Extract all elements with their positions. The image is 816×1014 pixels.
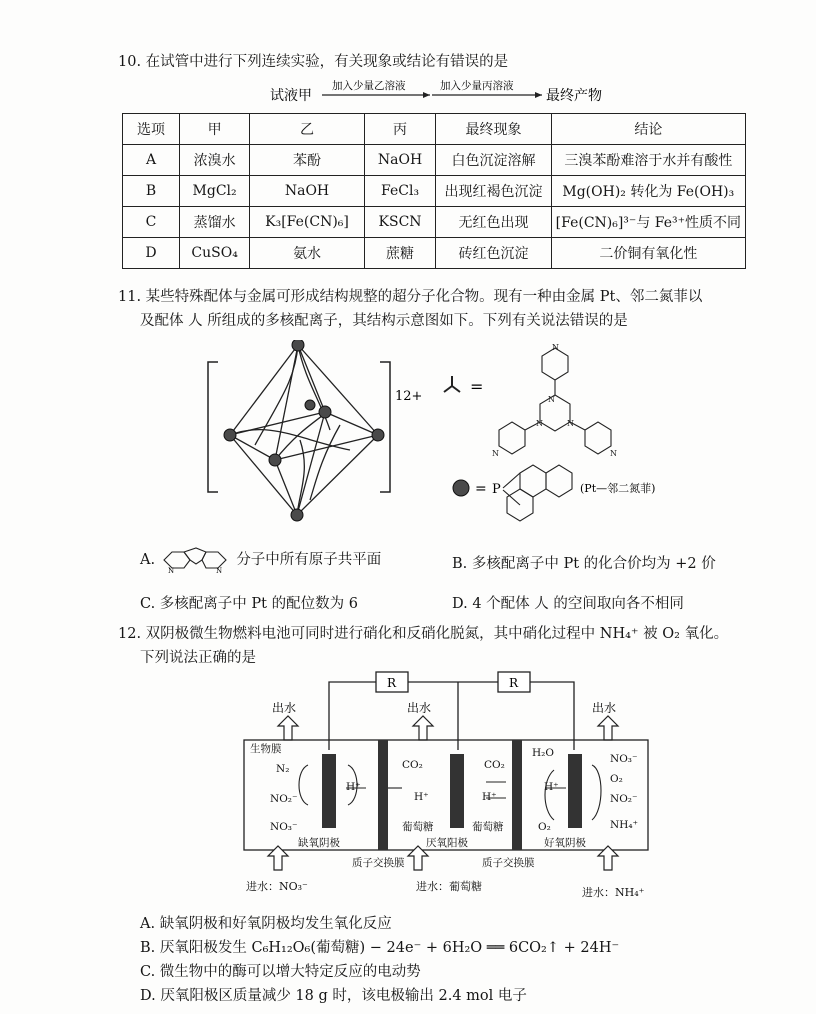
table-cell: NaOH — [364, 145, 435, 176]
svg-text:N: N — [567, 419, 574, 428]
charge-label: 12+ — [395, 389, 423, 404]
table-cell: 白色沉淀溶解 — [436, 145, 551, 176]
header-cell: 乙 — [250, 114, 365, 145]
q11-option-b: B. 多核配离子中 Pt 的化合价均为 +2 价 — [452, 556, 716, 572]
triazine-ligand-structure — [499, 348, 611, 454]
cell-tank — [244, 740, 648, 850]
biofilm-label: 生物膜 — [250, 743, 282, 755]
table-row — [123, 176, 746, 207]
header-cell: 最终现象 — [436, 114, 551, 145]
svg-text:N: N — [610, 449, 617, 458]
outlet-label: 出水 — [272, 701, 297, 715]
label-h: H⁺ — [414, 791, 429, 803]
svg-text:N: N — [167, 567, 174, 574]
table-cell: 三溴苯酚难溶于水并有酸性 — [551, 145, 745, 176]
resistor-2: R — [509, 676, 519, 690]
compartment-aerobic-cathode: 好氧阴极 — [544, 837, 586, 849]
outlet-label: 出水 — [407, 701, 432, 715]
q12-option-d: D. 厌氧阳极区质量减少 18 g 时，该电极输出 2.4 mol 电子 — [140, 988, 527, 1004]
table-cell: CuSO₄ — [180, 238, 250, 269]
label-h: H⁺ — [346, 781, 361, 793]
label-no3: NO₃⁻ — [610, 753, 638, 765]
q10-flow-diagram — [270, 76, 610, 110]
svg-text:N: N — [548, 395, 555, 404]
svg-text:N: N — [552, 343, 559, 352]
q12-option-a: A. 缺氧阴极和好氧阴极均发生氧化反应 — [140, 916, 392, 932]
table-header-row — [123, 114, 746, 145]
membrane-label: 质子交换膜 — [482, 857, 535, 869]
anoxic-cathode-electrode — [322, 754, 336, 828]
flow-end: 最终产物 — [546, 88, 602, 104]
label-no2: NO₂⁻ — [610, 793, 638, 805]
table-cell: MgCl₂ — [180, 176, 250, 207]
outlet-label: 出水 — [592, 701, 617, 715]
pt-phen-definition — [453, 465, 655, 521]
table-cell: FeCl₃ — [364, 176, 435, 207]
table-cell: 氨水 — [250, 238, 365, 269]
q12-option-c: C. 微生物中的酶可以增大特定反应的电动势 — [140, 964, 421, 980]
right-bracket — [380, 362, 390, 492]
label-glucose: 葡萄糖 — [402, 821, 434, 833]
label-glucose: 葡萄糖 — [472, 821, 504, 833]
table-cell: D — [123, 238, 180, 269]
table-cell: 蒸馏水 — [180, 207, 250, 238]
header-cell: 结论 — [551, 114, 745, 145]
q12-stem-line1: 12. 双阴极微生物燃料电池可同时进行硝化和反硝化脱氮，其中硝化过程中 NH₄⁺ 被 O₂ 氧化。 — [118, 626, 729, 642]
table-cell: 蔗糖 — [364, 238, 435, 269]
ligand-equals: = — [470, 377, 484, 396]
pt-equals: = — [475, 481, 487, 497]
proton-membrane-1 — [378, 740, 388, 850]
flow-step1: 加入少量乙溶液 — [332, 80, 406, 92]
label-no2: NO₂⁻ — [270, 793, 298, 805]
table-cell: A — [123, 145, 180, 176]
table-cell: B — [123, 176, 180, 207]
header-cell: 丙 — [364, 114, 435, 145]
compartment-anaerobic-anode: 厌氧阳极 — [426, 837, 468, 849]
table-cell: Mg(OH)₂ 转化为 Fe(OH)₃ — [551, 176, 745, 207]
header-cell: 选项 — [123, 114, 180, 145]
table-cell: 二价铜有氧化性 — [551, 238, 745, 269]
ligand-definition — [444, 343, 617, 458]
table-cell: K₃[Fe(CN)₆] — [250, 207, 365, 238]
label-h: H⁺ — [482, 791, 497, 803]
flow-step2: 加入少量丙溶液 — [440, 80, 514, 92]
svg-text:N: N — [215, 567, 222, 574]
pt-node-icon — [453, 480, 469, 496]
svg-text:N: N — [536, 419, 543, 428]
table-row — [123, 238, 746, 269]
table-cell: 出现红褐色沉淀 — [436, 176, 551, 207]
q10-stem: 10. 在试管中进行下列连续实验，有关现象或结论有错误的是 — [118, 54, 509, 70]
header-cell: 甲 — [180, 114, 250, 145]
left-bracket — [208, 362, 218, 492]
inlet-no3: 进水：NO₃⁻ — [246, 880, 308, 893]
label-o2: O₂ — [610, 773, 623, 785]
q12-fuel-cell-diagram — [236, 670, 656, 902]
table-row — [123, 207, 746, 238]
phenanthroline-structure — [503, 465, 572, 521]
pt-note: (Pt—邻二氮菲) — [580, 482, 656, 495]
q10-table — [122, 113, 746, 269]
table-cell: [Fe(CN)₆]³⁻与 Fe³⁺性质不同 — [551, 207, 745, 238]
option-a-label: A. — [140, 552, 156, 568]
table-cell: 浓溴水 — [180, 145, 250, 176]
svg-text:N: N — [492, 449, 499, 458]
table-row — [123, 145, 746, 176]
q12-option-b: B. 厌氧阳极发生 C₆H₁₂O₆(葡萄糖) − 24e⁻ + 6H₂O ══ 6CO₂↑ + 24H⁻ — [140, 940, 620, 956]
resistor-1: R — [387, 676, 397, 690]
q11-stem-line2: 及配体 人 所组成的多核配离子，其结构示意图如下。下列有关说法错误的是 — [140, 313, 628, 329]
pt-label: P — [492, 482, 501, 497]
label-h: H⁺ — [544, 781, 559, 793]
q12-stem-line2: 下列说法正确的是 — [140, 650, 256, 666]
external-circuit — [329, 672, 574, 750]
label-co2: CO₂ — [484, 759, 505, 771]
q11-option-a — [140, 546, 381, 574]
membrane-label: 质子交换膜 — [352, 857, 405, 869]
inlet-glucose: 进水：葡萄糖 — [416, 880, 482, 893]
proton-membrane-2 — [512, 740, 522, 850]
option-a-text: 分子中所有原子共平面 — [236, 552, 382, 568]
octahedron-cage — [230, 345, 378, 515]
label-no3: NO₃⁻ — [270, 821, 298, 833]
label-co2: CO₂ — [402, 759, 423, 771]
table-cell: KSCN — [364, 207, 435, 238]
inlet-nh4: 进水：NH₄⁺ — [582, 886, 645, 899]
q11-option-d: D. 4 个配体 人 的空间取向各不相同 — [452, 596, 684, 612]
compartment-anoxic-cathode: 缺氧阴极 — [298, 837, 340, 849]
table-cell: NaOH — [250, 176, 365, 207]
q11-option-c: C. 多核配离子中 Pt 的配位数为 6 — [140, 596, 358, 612]
ligand-symbol-icon — [444, 376, 460, 392]
table-cell: 砖红色沉淀 — [436, 238, 551, 269]
flow-start: 试液甲 — [270, 88, 312, 104]
phenanthroline-icon — [160, 546, 232, 574]
label-n2: N₂ — [276, 763, 290, 775]
label-h2o: H₂O — [532, 747, 554, 759]
table-cell: 无红色出现 — [436, 207, 551, 238]
q11-structure-figure — [200, 340, 720, 540]
label-nh4: NH₄⁺ — [610, 819, 639, 831]
table-cell: 苯酚 — [250, 145, 365, 176]
anaerobic-anode-electrode — [450, 754, 464, 828]
q11-stem-line1: 11. 某些特殊配体与金属可形成结构规整的超分子化合物。现有一种由金属 Pt、邻二氮菲以 — [118, 289, 703, 305]
aerobic-cathode-electrode — [568, 754, 582, 828]
table-cell: C — [123, 207, 180, 238]
label-o2: O₂ — [538, 821, 551, 833]
